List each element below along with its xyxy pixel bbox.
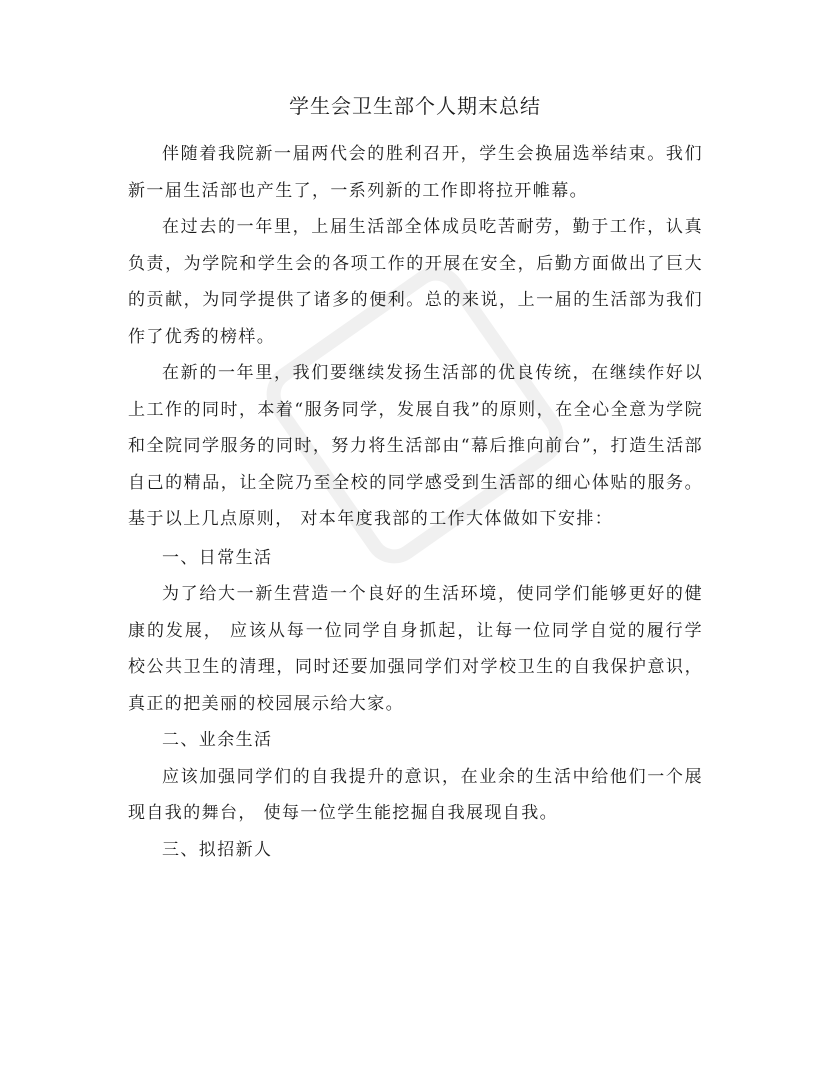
paragraph-leisure-life: 应该加强同学们的自我提升的意识，在业余的生活中给他们一个展现自我的舞台， 使每一位学生能挖掘自我展现自我。 (128, 766, 703, 823)
paragraph-intro: 伴随着我院新一届两代会的胜利召开，学生会换届选举结束。我们新一届生活部也产生了，一系列新的工作即将拉开帷幕。 (128, 144, 703, 201)
document-body (128, 136, 703, 868)
paragraph-daily-life: 为了给大一新生营造一个良好的生活环境，使同学们能够更好的健康的发展， 应该从每一位同学自身抓起，让每一位同学自觉的履行学校公共卫生的清理，同时还要加强同学们对学校卫生的自我保护意识，真正的把美丽的校园展示给大家。 (128, 584, 703, 714)
section-heading-leisure-life: 二、业余生活 (162, 730, 273, 750)
section-heading-recruit: 三、拟招新人 (162, 839, 273, 860)
paragraph-past-year: 在过去的一年里，上届生活部全体成员吃苦耐劳，勤于工作，认真负责，为学院和学生会的各项工作的开展在安全，后勤方面做出了巨大的贡献，为同学提供了诸多的便利。总的来说，上一届的生活部为我们作了优秀的榜样。 (128, 217, 703, 347)
paragraph-new-year: 在新的一年里，我们要继续发扬生活部的优良传统，在继续作好以上工作的同时，本着“服务同学，发展自我”的原则，在全心全意为学院和全院同学服务的同时，努力将生活部由“幕后推向前台”，打造生活部自己的精品，让全院乃至全校的同学感受到生活部的细心体贴的服务。 基于以上几点原则， 对本年度我部的工作大体做如下安排： (128, 363, 703, 529)
section-heading-daily-life: 一、日常生活 (162, 547, 273, 568)
document-title: 学生会卫生部个人期末总结 (289, 94, 541, 118)
